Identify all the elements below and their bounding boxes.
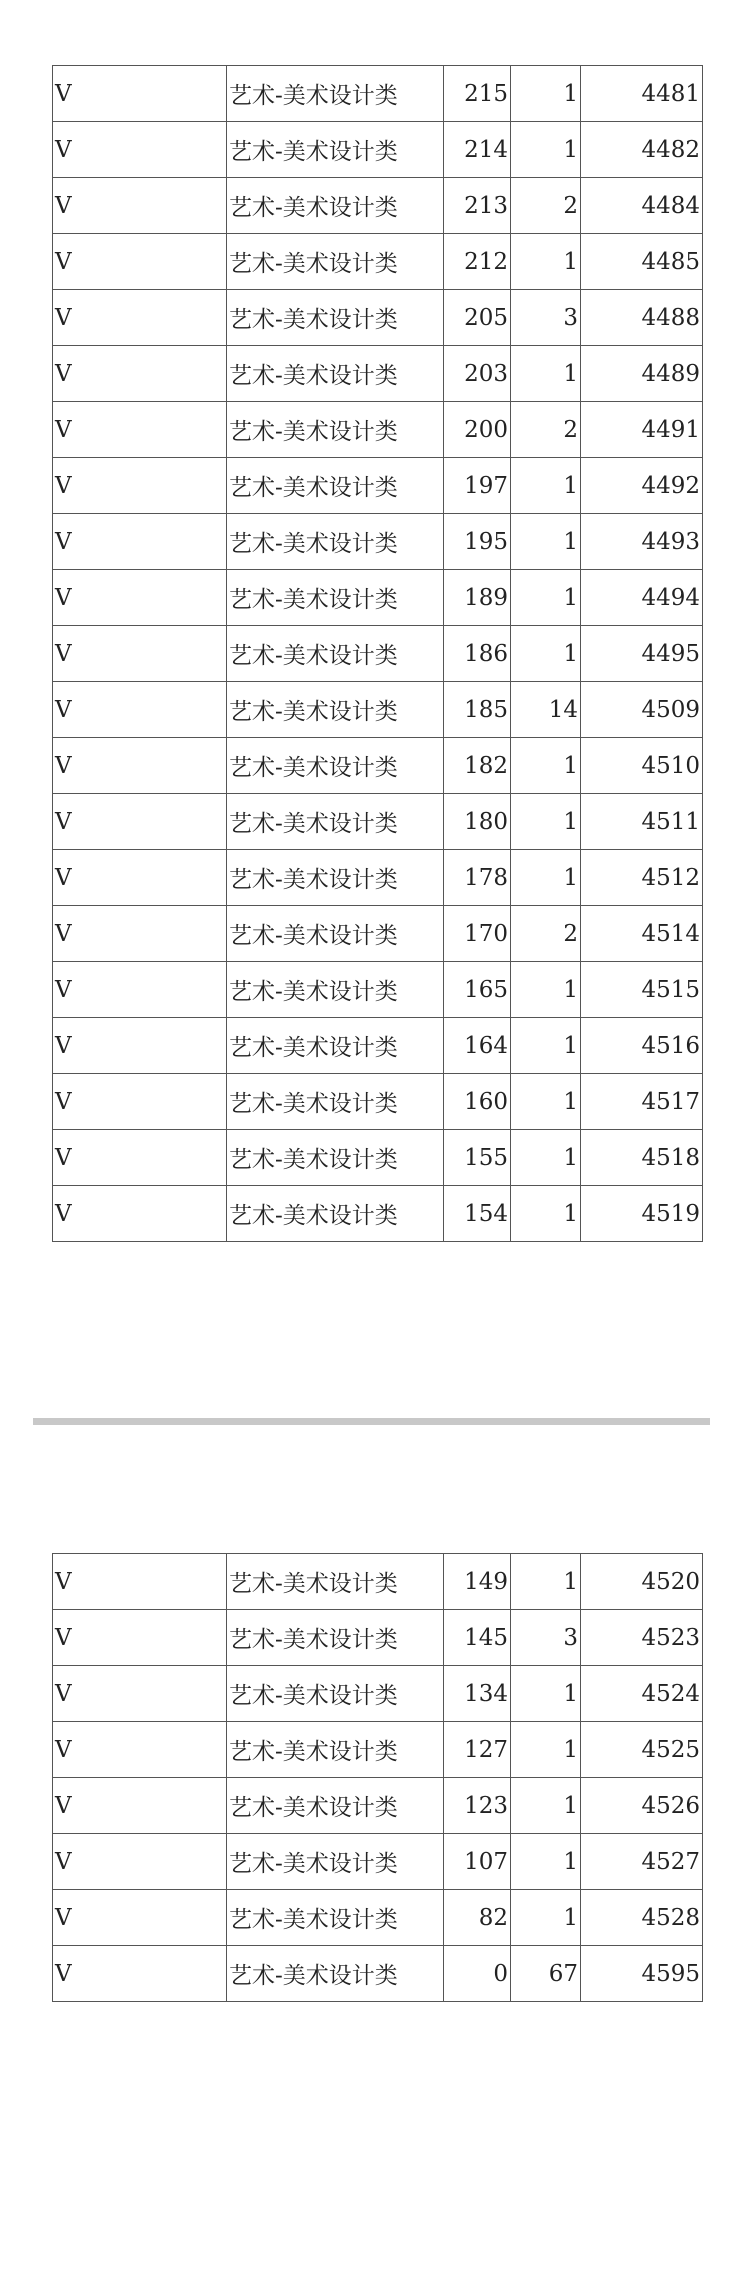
category-cell: 艺术-美术设计类: [227, 66, 444, 122]
level-cell: V: [53, 1834, 227, 1890]
score-cell: 212: [444, 234, 511, 290]
level-cell: V: [53, 794, 227, 850]
table-row: [53, 570, 703, 626]
score-table-page-1: [52, 65, 703, 1242]
table-row: [53, 122, 703, 178]
category-cell: 艺术-美术设计类: [227, 346, 444, 402]
level-cell: V: [53, 570, 227, 626]
category-cell: 艺术-美术设计类: [227, 1778, 444, 1834]
count-cell: 2: [511, 402, 581, 458]
cumulative-cell: 4495: [581, 626, 703, 682]
cumulative-cell: 4515: [581, 962, 703, 1018]
count-cell: 1: [511, 738, 581, 794]
score-cell: 107: [444, 1834, 511, 1890]
category-cell: 艺术-美术设计类: [227, 234, 444, 290]
level-cell: V: [53, 682, 227, 738]
category-cell: 艺术-美术设计类: [227, 1554, 444, 1610]
score-cell: 165: [444, 962, 511, 1018]
score-cell: 195: [444, 514, 511, 570]
score-cell: 182: [444, 738, 511, 794]
score-cell: 154: [444, 1186, 511, 1242]
table-row: [53, 1554, 703, 1610]
cumulative-cell: 4595: [581, 1946, 703, 2002]
score-cell: 145: [444, 1610, 511, 1666]
cumulative-cell: 4527: [581, 1834, 703, 1890]
table-row: [53, 1130, 703, 1186]
count-cell: 1: [511, 570, 581, 626]
level-cell: V: [53, 962, 227, 1018]
cumulative-cell: 4509: [581, 682, 703, 738]
cumulative-cell: 4524: [581, 1666, 703, 1722]
table-row: [53, 794, 703, 850]
score-table-body: [53, 66, 703, 1242]
category-cell: 艺术-美术设计类: [227, 850, 444, 906]
category-cell: 艺术-美术设计类: [227, 570, 444, 626]
level-cell: V: [53, 1554, 227, 1610]
category-cell: 艺术-美术设计类: [227, 1834, 444, 1890]
score-cell: 185: [444, 682, 511, 738]
table-row: [53, 626, 703, 682]
table-row: [53, 234, 703, 290]
count-cell: 1: [511, 626, 581, 682]
category-cell: 艺术-美术设计类: [227, 1946, 444, 2002]
cumulative-cell: 4485: [581, 234, 703, 290]
cumulative-cell: 4492: [581, 458, 703, 514]
table-row: [53, 1722, 703, 1778]
category-cell: 艺术-美术设计类: [227, 738, 444, 794]
category-cell: 艺术-美术设计类: [227, 1610, 444, 1666]
count-cell: 1: [511, 1666, 581, 1722]
count-cell: 1: [511, 1018, 581, 1074]
level-cell: V: [53, 402, 227, 458]
cumulative-cell: 4511: [581, 794, 703, 850]
level-cell: V: [53, 178, 227, 234]
count-cell: 1: [511, 962, 581, 1018]
level-cell: V: [53, 738, 227, 794]
score-cell: 197: [444, 458, 511, 514]
cumulative-cell: 4516: [581, 1018, 703, 1074]
cumulative-cell: 4519: [581, 1186, 703, 1242]
cumulative-cell: 4518: [581, 1130, 703, 1186]
level-cell: V: [53, 1890, 227, 1946]
level-cell: V: [53, 850, 227, 906]
score-cell: 127: [444, 1722, 511, 1778]
score-cell: 213: [444, 178, 511, 234]
cumulative-cell: 4489: [581, 346, 703, 402]
score-cell: 178: [444, 850, 511, 906]
level-cell: V: [53, 1074, 227, 1130]
category-cell: 艺术-美术设计类: [227, 1722, 444, 1778]
level-cell: V: [53, 1130, 227, 1186]
count-cell: 1: [511, 1186, 581, 1242]
score-table-page-2: [52, 1553, 703, 2002]
cumulative-cell: 4491: [581, 402, 703, 458]
count-cell: 1: [511, 1130, 581, 1186]
cumulative-cell: 4523: [581, 1610, 703, 1666]
cumulative-cell: 4482: [581, 122, 703, 178]
level-cell: V: [53, 514, 227, 570]
count-cell: 14: [511, 682, 581, 738]
score-cell: 155: [444, 1130, 511, 1186]
table-row: [53, 1778, 703, 1834]
table-row: [53, 402, 703, 458]
cumulative-cell: 4488: [581, 290, 703, 346]
count-cell: 1: [511, 122, 581, 178]
cumulative-cell: 4494: [581, 570, 703, 626]
score-cell: 160: [444, 1074, 511, 1130]
score-cell: 186: [444, 626, 511, 682]
score-cell: 215: [444, 66, 511, 122]
count-cell: 1: [511, 794, 581, 850]
count-cell: 2: [511, 906, 581, 962]
table-row: [53, 1946, 703, 2002]
table-row: [53, 1610, 703, 1666]
count-cell: 1: [511, 1890, 581, 1946]
category-cell: 艺术-美术设计类: [227, 1130, 444, 1186]
table-row: [53, 850, 703, 906]
table-row: [53, 962, 703, 1018]
cumulative-cell: 4520: [581, 1554, 703, 1610]
count-cell: 1: [511, 1834, 581, 1890]
category-cell: 艺术-美术设计类: [227, 626, 444, 682]
count-cell: 3: [511, 1610, 581, 1666]
score-cell: 164: [444, 1018, 511, 1074]
score-cell: 0: [444, 1946, 511, 2002]
level-cell: V: [53, 1186, 227, 1242]
category-cell: 艺术-美术设计类: [227, 794, 444, 850]
count-cell: 3: [511, 290, 581, 346]
score-cell: 149: [444, 1554, 511, 1610]
score-cell: 180: [444, 794, 511, 850]
count-cell: 1: [511, 458, 581, 514]
table-row: [53, 906, 703, 962]
count-cell: 1: [511, 850, 581, 906]
category-cell: 艺术-美术设计类: [227, 122, 444, 178]
count-cell: 1: [511, 66, 581, 122]
score-cell: 134: [444, 1666, 511, 1722]
score-cell: 200: [444, 402, 511, 458]
score-table-body: [53, 1554, 703, 2002]
category-cell: 艺术-美术设计类: [227, 1074, 444, 1130]
level-cell: V: [53, 1018, 227, 1074]
count-cell: 2: [511, 178, 581, 234]
table-row: [53, 458, 703, 514]
table-row: [53, 178, 703, 234]
cumulative-cell: 4517: [581, 1074, 703, 1130]
level-cell: V: [53, 1722, 227, 1778]
table-row: [53, 682, 703, 738]
page-divider: [33, 1418, 710, 1425]
table-row: [53, 1186, 703, 1242]
level-cell: V: [53, 1778, 227, 1834]
score-cell: 123: [444, 1778, 511, 1834]
category-cell: 艺术-美术设计类: [227, 1186, 444, 1242]
cumulative-cell: 4510: [581, 738, 703, 794]
table-row: [53, 346, 703, 402]
level-cell: V: [53, 1666, 227, 1722]
category-cell: 艺术-美术设计类: [227, 906, 444, 962]
category-cell: 艺术-美术设计类: [227, 178, 444, 234]
count-cell: 1: [511, 1554, 581, 1610]
table-row: [53, 1018, 703, 1074]
count-cell: 1: [511, 1074, 581, 1130]
count-cell: 67: [511, 1946, 581, 2002]
cumulative-cell: 4493: [581, 514, 703, 570]
table-row: [53, 1074, 703, 1130]
table-row: [53, 66, 703, 122]
category-cell: 艺术-美术设计类: [227, 1666, 444, 1722]
table-row: [53, 514, 703, 570]
cumulative-cell: 4512: [581, 850, 703, 906]
table-row: [53, 290, 703, 346]
cumulative-cell: 4484: [581, 178, 703, 234]
level-cell: V: [53, 122, 227, 178]
cumulative-cell: 4525: [581, 1722, 703, 1778]
category-cell: 艺术-美术设计类: [227, 962, 444, 1018]
category-cell: 艺术-美术设计类: [227, 514, 444, 570]
cumulative-cell: 4528: [581, 1890, 703, 1946]
cumulative-cell: 4526: [581, 1778, 703, 1834]
cumulative-cell: 4481: [581, 66, 703, 122]
count-cell: 1: [511, 234, 581, 290]
score-cell: 214: [444, 122, 511, 178]
level-cell: V: [53, 1610, 227, 1666]
level-cell: V: [53, 346, 227, 402]
count-cell: 1: [511, 514, 581, 570]
category-cell: 艺术-美术设计类: [227, 402, 444, 458]
score-cell: 205: [444, 290, 511, 346]
category-cell: 艺术-美术设计类: [227, 682, 444, 738]
count-cell: 1: [511, 1778, 581, 1834]
category-cell: 艺术-美术设计类: [227, 1018, 444, 1074]
score-cell: 82: [444, 1890, 511, 1946]
level-cell: V: [53, 626, 227, 682]
score-cell: 189: [444, 570, 511, 626]
score-cell: 170: [444, 906, 511, 962]
level-cell: V: [53, 906, 227, 962]
score-cell: 203: [444, 346, 511, 402]
category-cell: 艺术-美术设计类: [227, 1890, 444, 1946]
table-row: [53, 1666, 703, 1722]
count-cell: 1: [511, 1722, 581, 1778]
category-cell: 艺术-美术设计类: [227, 458, 444, 514]
category-cell: 艺术-美术设计类: [227, 290, 444, 346]
level-cell: V: [53, 458, 227, 514]
level-cell: V: [53, 66, 227, 122]
table-row: [53, 1890, 703, 1946]
count-cell: 1: [511, 346, 581, 402]
cumulative-cell: 4514: [581, 906, 703, 962]
table-row: [53, 738, 703, 794]
table-row: [53, 1834, 703, 1890]
level-cell: V: [53, 290, 227, 346]
level-cell: V: [53, 1946, 227, 2002]
level-cell: V: [53, 234, 227, 290]
